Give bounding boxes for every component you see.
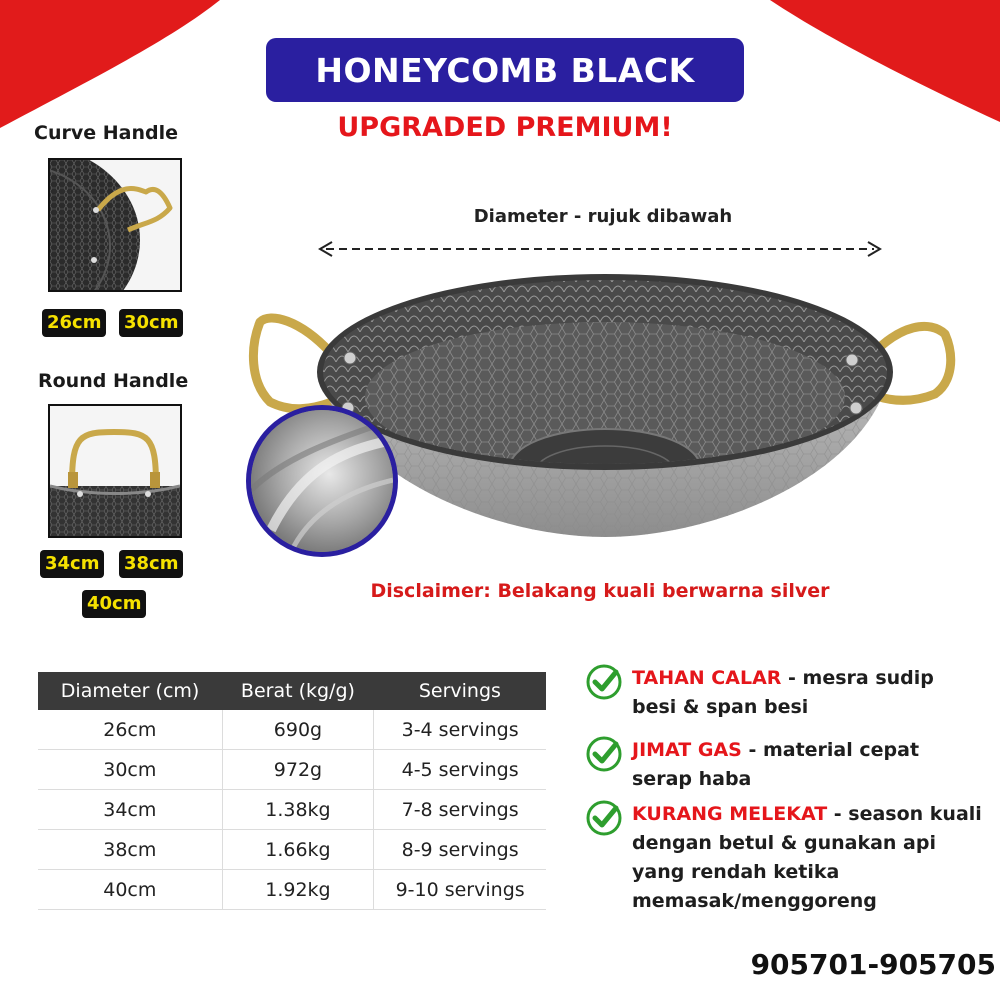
curve-handle-label: Curve Handle [34,122,178,144]
table-cell: 3-4 servings [374,710,546,750]
feature-description: - material cepat serap haba [632,739,920,790]
feature-key: JIMAT GAS [632,739,742,761]
red-corner-right-decoration [770,0,1000,125]
silver-back-detail-image [246,405,398,557]
size-tag-30cm: 30cm [119,309,183,337]
table-cell: 972g [222,750,374,790]
table-header-servings: Servings [374,672,546,710]
diameter-label: Diameter - rujuk dibawah [473,206,733,227]
feature-text [632,664,982,722]
table-cell: 4-5 servings [374,750,546,790]
size-tag-38cm: 38cm [119,550,183,578]
table-cell: 30cm [38,750,222,790]
table-header-diameter: Diameter (cm) [38,672,222,710]
feature-text [632,736,982,794]
size-tag-40cm: 40cm [82,590,146,618]
subtitle: UPGRADED PREMIUM! [337,112,673,143]
table-row [38,830,546,870]
table-cell: 8-9 servings [374,830,546,870]
table-cell: 1.66kg [222,830,374,870]
check-icon [586,800,622,836]
table-cell: 9-10 servings [374,870,546,910]
check-icon [586,736,622,772]
table-header-row [38,672,546,710]
disclaimer-text: Disclaimer: Belakang kuali berwarna silver [370,580,830,602]
spec-table [38,672,546,910]
table-row [38,710,546,750]
check-icon [586,664,622,700]
feature-item-tahan-calar [586,664,986,724]
round-handle-image [48,404,182,538]
table-row [38,750,546,790]
page-title: HONEYCOMB BLACK [315,50,695,90]
table-header-weight: Berat (kg/g) [222,672,374,710]
feature-key: TAHAN CALAR [632,667,782,689]
table-row [38,870,546,910]
product-code: 905701-905705 [750,948,996,981]
feature-description: - season kuali dengan betul & gunakan api yang rendah ketika memasak/menggoreng [632,803,982,912]
diameter-arrow-icon [318,238,882,260]
table-row [38,790,546,830]
feature-item-jimat-gas [586,736,986,796]
feature-key: KURANG MELEKAT [632,803,828,825]
size-tag-34cm: 34cm [40,550,104,578]
table-cell: 1.92kg [222,870,374,910]
curve-handle-image [48,158,182,292]
title-banner [266,38,744,102]
table-cell: 690g [222,710,374,750]
size-tag-26cm: 26cm [42,309,106,337]
table-cell: 26cm [38,710,222,750]
red-corner-left-decoration [0,0,220,130]
table-cell: 38cm [38,830,222,870]
table-cell: 40cm [38,870,222,910]
feature-item-kurang-melekat [586,800,986,930]
table-cell: 7-8 servings [374,790,546,830]
feature-text [632,800,982,916]
feature-description: - mesra sudip besi & span besi [632,667,934,718]
table-cell: 34cm [38,790,222,830]
table-cell: 1.38kg [222,790,374,830]
round-handle-label: Round Handle [38,370,189,392]
